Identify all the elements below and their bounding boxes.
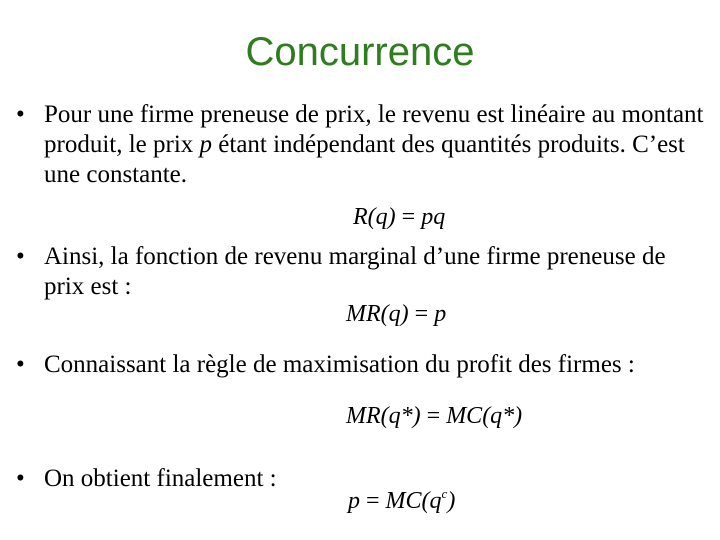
price-variable: p	[199, 131, 213, 158]
equation-lhs: MR(q)	[346, 301, 409, 327]
equation-rhs: p	[434, 301, 447, 327]
equation-superscript: c	[441, 486, 448, 501]
equation-operator: =	[426, 403, 441, 429]
bullet-item-1	[16, 100, 706, 190]
equation-lhs: p	[348, 488, 360, 514]
bullet-text: Connaissant la règle de maximisation du profit des firmes :	[44, 351, 635, 378]
bullet-text-part: étant indépendant des quantités produits. C’est une constante.	[44, 131, 685, 188]
bullet-marker: •	[16, 351, 25, 378]
equation-operator: =	[401, 204, 416, 230]
bullet-text: Ainsi, la fonction de revenu marginal d’une firme preneuse de prix est :	[44, 243, 666, 300]
slide-title: Concurrence	[245, 30, 475, 74]
equation-rhs: pq	[421, 204, 446, 230]
equation-lhs: MR(q*)	[346, 403, 421, 429]
equation-rhs-close: )	[447, 488, 456, 514]
equation-rhs: MC(q	[385, 488, 442, 514]
bullet-marker: •	[16, 465, 25, 492]
bullet-item-2	[16, 242, 706, 302]
equation-lhs: R(q)	[353, 204, 396, 230]
equation-operator: =	[366, 488, 380, 514]
bullet-text	[44, 100, 706, 190]
equation-profit-rule	[346, 403, 522, 430]
bullet-text: On obtient finalement :	[44, 465, 277, 492]
equation-rhs: MC(q*)	[446, 403, 523, 429]
bullet-text-part: Pour une firme preneuse de prix, le revenu est linéaire au montant produit, le prix	[44, 101, 704, 158]
bullet-item-3	[16, 350, 706, 380]
equation-marginal-revenue	[346, 301, 446, 328]
equation-revenue	[353, 204, 445, 231]
equation-final	[348, 486, 455, 515]
equation-operator: =	[414, 301, 429, 327]
bullet-marker: •	[16, 243, 25, 270]
bullet-marker: •	[16, 101, 25, 128]
